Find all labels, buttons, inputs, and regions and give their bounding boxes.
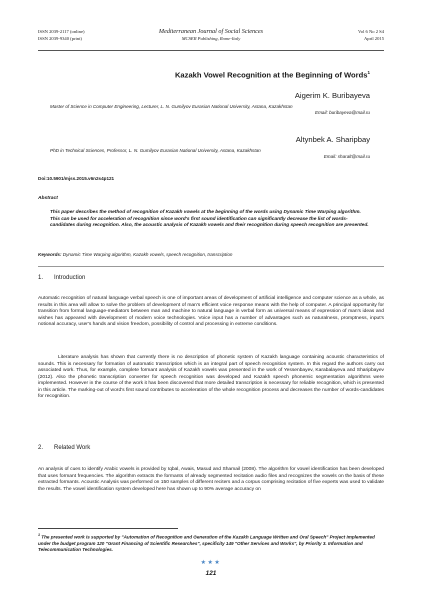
doi[interactable]: Doi:10.5901/mjss.2015.v6n2s4p121 [38, 176, 115, 181]
author-email[interactable]: Email: sharalt@mail.ru [323, 154, 370, 160]
publisher-name: MCSER Publishing, Rome-Italy [181, 35, 241, 41]
page-number: 121 [205, 570, 217, 577]
section-title: Introduction [54, 275, 86, 281]
author-name: Aigerim K. Buribayeva [294, 91, 370, 100]
section-number: 2. [38, 445, 44, 451]
author-affiliation [50, 104, 370, 117]
section-title: Related Work [54, 445, 91, 451]
abstract-heading: Abstract [38, 196, 58, 201]
paper-title-text: Kazakh Vowel Recognition at the Beginning of Words [174, 70, 368, 80]
paper-title [175, 70, 370, 80]
footnote-text: The presented work is supported by "Automation of Recognition and Generation of the Kazakh Language Written and Oral Speech" Project implemented under the budget program 120 "Grant Financing of Scientific Researches", specificity 149 "Other Services and Works", by Priority 3. Information and Telecommunication Technologies. [38, 534, 375, 552]
star-ornament-icon: ★★★ [200, 560, 222, 566]
journal-name: Mediterranean Journal of Social Sciences [158, 28, 264, 35]
author-description: PhD in Technical Sciences, Professor, L. N. Gumilyov Eurasian National University, Astana, Kazakhstan [50, 148, 261, 153]
title-footnote-marker: 1 [367, 70, 370, 75]
section-heading [38, 445, 90, 451]
volume-block [358, 29, 384, 42]
journal-header [120, 29, 302, 42]
footnote [38, 532, 384, 553]
header-divider [38, 50, 384, 51]
footnote-marker: 1 [38, 533, 40, 537]
paragraph: Automatic recognition of natural language verbal speech is one of important areas of development of artificial intelligence and computer science as a whole, as results in this area will allow to solve the problem of development of man's efficient voice response means with the help of computer. A principal opportunity for transition from formal language-mediators between man and machine to natural language in verbal form as universal means of expression of man's ideas and wishes has appeared with development of modern voice technologies. Voice input has a number of advantages such as naturalness, promptness, input's notional accuracy, user's hands and vision freedom, possibility of control and processing in extreme conditions. [38, 296, 384, 327]
footnote-divider [38, 528, 178, 529]
issn-online: ISSN 2039-2117 (online) [38, 29, 85, 34]
section-number: 1. [38, 275, 44, 281]
paragraph: An analysis of cues to identify Arabic vowels is provided by Iqbal, Awais, Masud and Shamail (2008). The algorithm for vowel identification has been developed that uses formant frequencies. The algorithm extracts the formants of already segmented recitation audio files and recognizes the vowels on the basis of these extracted formants. Acoustic Analysis was performed on 150 samples of different reciters and a corpus comprising recitation of five experts was used to validate the results. The vowel identification system developed here has shown up to 90% average accuracy on [38, 467, 384, 492]
issue-date: April 2015 [363, 35, 384, 41]
keywords-label: Keywords: [38, 252, 62, 257]
author-email[interactable]: Email: buribayeva@mail.ru [315, 110, 370, 116]
issn-block [38, 29, 85, 42]
author-name: Altynbek A. Sharipbay [295, 135, 370, 144]
keywords [38, 252, 384, 258]
issn-print: ISSN 2039-9340 (print) [38, 35, 82, 41]
author-description: Master of Science in Computer Engineering, Lecturer, L. N. Gumilyov Eurasian National University, Astana, Kazakhstan [50, 104, 293, 109]
paragraph: Literature analysis has shown that currently there is no description of phonetic system of Kazakh language containing acoustic characteristics of sounds. This is necessary for formation of automatic transcription which is an integral part of speech recognition system. In this regard the authors carry out associated work. Thus, for example, complete formant analysis of Kazakh vowels was presented in the work of Yessenbayev, Karabalayeva and Sharipbayev (2012). Also the phonetic transcription converter for speech recognition was developed and Kazakh speech phonemic segmentation algorithms were implemented. However in the course of the work it has been discovered that more detailed transcription is necessary for reliable recognition, which is presented in this article. The marking-out of word's first sound contributes to acceleration of the whole recognition process and decreases the number of words-candidates for recognition. [38, 355, 384, 399]
section-heading [38, 275, 85, 281]
section-divider [38, 266, 384, 267]
volume-info: Vol 6 No 2 S4 [358, 29, 384, 34]
abstract-body: This paper describes the method of recognition of Kazakh vowels at the beginning of the words using Dynamic Time Warping algorithm. This can be used for acceleration of recognition since word's first sound identification can significantly decrease the list of words-candidates during recognition. Also, the acoustic analysis of Kazakh vowels and their recognition during speech recognition are presented. [50, 210, 369, 229]
author-affiliation [50, 148, 370, 161]
keywords-list: Dynamic Time Warping algorithm, Kazakh vowels, speech recognition, transcription [62, 252, 233, 257]
